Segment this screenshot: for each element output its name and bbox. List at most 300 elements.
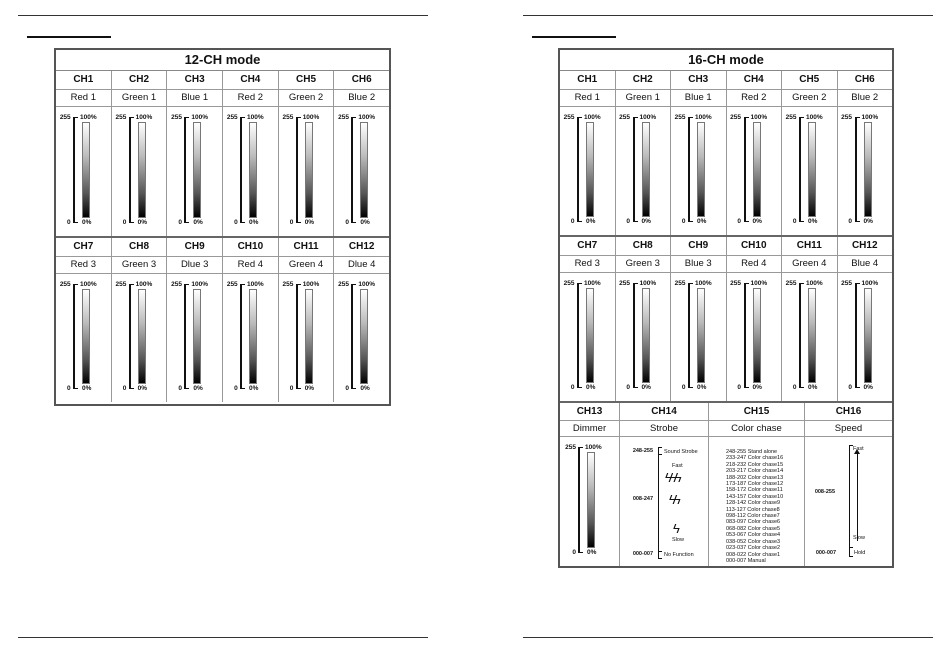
strobe-fast-label: Fast <box>672 463 683 469</box>
fader-gradient-bar <box>360 289 368 384</box>
color-label: Green 2 <box>279 90 335 106</box>
fader-gradient-bar <box>360 122 368 218</box>
channel-label: CH1 <box>56 71 112 89</box>
fader-tick-top <box>351 117 356 118</box>
fader-gradient-bar <box>642 288 650 383</box>
fader-gradient-bar <box>138 122 146 218</box>
fader-label-bottom-value: 0 <box>178 219 183 226</box>
channel-label: CH6 <box>351 74 372 85</box>
lightning-double-icon: ϟϟ <box>669 492 679 507</box>
top-rule-right <box>523 15 933 16</box>
strobe-bracket-top <box>658 447 662 455</box>
fader-gradient-bar <box>193 122 201 218</box>
fader-label-top-percent: 100% <box>302 114 320 121</box>
color-label: Blue 4 <box>851 258 879 269</box>
color-label: Red 2 <box>223 90 279 106</box>
color-label: Dlue 4 <box>347 259 376 270</box>
fader-gradient-bar <box>753 288 761 383</box>
channel-label: CH12 <box>851 240 878 251</box>
fader-gradient-bar <box>808 122 816 217</box>
fader-label-top-percent: 100% <box>750 280 768 287</box>
fader-label-bottom-value: 0 <box>345 385 350 392</box>
section-tab-left <box>27 36 111 38</box>
fader-gradient-bar <box>586 122 594 217</box>
fader-gradient-bar <box>642 122 650 217</box>
fader-label-top-value: 255 <box>841 280 852 287</box>
fader-label-top-percent: 100% <box>358 281 375 288</box>
fader-label-bottom-percent: 0% <box>697 384 707 391</box>
fader-tick-top <box>184 284 189 285</box>
fader-label-top-percent: 100% <box>639 280 657 287</box>
fader-label-top-value: 255 <box>841 114 852 121</box>
channel-label: CH8 <box>112 238 168 256</box>
function-label: Strobe <box>620 421 709 436</box>
channel-label: CH9 <box>167 238 223 256</box>
fader-tick-bottom <box>799 221 804 222</box>
speed-hold-range: 000-007 <box>815 550 836 556</box>
fader-axis <box>577 283 579 387</box>
fader-label-top-value: 255 <box>563 280 575 287</box>
fader-label-top-percent: 100% <box>247 281 264 288</box>
fader-axis <box>855 117 857 221</box>
fader-label-bottom-percent: 0% <box>641 218 651 225</box>
fader-label-bottom-value: 0 <box>234 385 238 392</box>
fader-scale <box>560 273 615 401</box>
channel-group-2 <box>56 238 389 402</box>
fader-label-top-percent: 100% <box>135 114 153 121</box>
fader-axis <box>799 283 801 387</box>
panel-16ch <box>558 48 894 568</box>
color-label: Dlue 3 <box>167 257 223 273</box>
fader-tick-bottom <box>129 222 134 223</box>
fader-scale <box>782 107 837 235</box>
fader-label-top-value: 255 <box>338 114 350 121</box>
fader-tick-bottom <box>351 388 356 389</box>
fader-label-bottom-value: 0 <box>792 384 797 391</box>
top-rule-left <box>18 15 428 16</box>
fader-axis <box>73 284 75 388</box>
fader-tick-top <box>73 117 78 118</box>
fader-label-bottom-percent: 0% <box>249 385 259 392</box>
fader-tick-bottom <box>240 222 245 223</box>
fader-scale <box>112 274 167 402</box>
fader-tick-top <box>855 117 860 118</box>
fader-label-top-percent: 100% <box>695 280 712 287</box>
fader-label-top-value: 255 <box>563 114 575 121</box>
channel-label: CH9 <box>671 237 727 255</box>
channel-label: CH15 <box>709 403 805 420</box>
fader-label-bottom-percent: 0% <box>586 218 596 225</box>
speed-diagram <box>805 437 892 566</box>
fader-gradient-bar <box>864 288 872 383</box>
fader-label-bottom-value: 0 <box>67 385 71 392</box>
channel-label: CH5 <box>279 71 335 89</box>
fader-label-bottom-percent: 0% <box>863 218 873 225</box>
fader-tick-bottom <box>799 387 804 388</box>
fader-scale <box>112 107 167 236</box>
channel-label: CH10 <box>223 238 279 256</box>
fader-axis <box>577 117 579 221</box>
fader-tick-top <box>688 283 693 284</box>
fader-axis <box>240 117 242 222</box>
fader-scale <box>223 107 278 236</box>
fader-axis <box>633 117 635 221</box>
fader-label-bottom-percent: 0% <box>808 384 818 391</box>
fader-tick-top <box>296 117 301 118</box>
color-chase-item: 188-202 Color chase13 <box>726 474 784 481</box>
fader-gradient-bar <box>697 122 705 217</box>
fader-label-top-percent: 100% <box>861 114 879 121</box>
fader-tick-bottom <box>688 221 693 222</box>
fader-label-bottom-value: 0 <box>289 219 294 226</box>
channel-label: CH14 <box>620 403 709 420</box>
fader-label-top-value: 255 <box>785 114 797 121</box>
speed-bracket-bottom <box>849 547 853 557</box>
fader-tick-top <box>855 283 860 284</box>
color-label: Blue 2 <box>851 92 879 103</box>
fader-scale <box>560 107 615 235</box>
fader-tick-bottom <box>855 221 860 222</box>
fader-label-bottom-value: 0 <box>792 218 797 225</box>
color-chase-item: 113-127 Color chase8 <box>726 506 780 513</box>
fader-label-bottom-percent: 0% <box>193 385 203 392</box>
fader-label-top-value: 255 <box>282 114 294 121</box>
fader-label-bottom-value: 0 <box>737 218 741 225</box>
fader-axis <box>184 284 186 388</box>
fader-label-bottom-percent: 0% <box>587 549 597 556</box>
fader-tick-bottom <box>577 387 582 388</box>
fader-label-bottom-percent: 0% <box>752 218 762 225</box>
speed-arrow-line <box>857 453 858 541</box>
fader-label-bottom-value: 0 <box>289 385 294 392</box>
fader-scale <box>334 107 389 236</box>
fader-tick-top <box>744 283 749 284</box>
fader-label-bottom-percent: 0% <box>193 219 203 226</box>
fader-label-top-percent: 100% <box>585 444 602 451</box>
fader-axis <box>744 283 746 387</box>
fader-label-top-percent: 100% <box>806 114 823 121</box>
fader-label-bottom-value: 0 <box>122 219 127 226</box>
fader-tick-bottom <box>184 388 189 389</box>
fader-gradient-bar <box>305 289 313 384</box>
fader-label-bottom-value: 0 <box>572 549 576 556</box>
channel-label: CH4 <box>223 71 279 89</box>
strobe-nofunc-label: No Function <box>664 552 694 558</box>
color-label: Red 3 <box>56 257 112 273</box>
fader-tick-bottom <box>688 387 693 388</box>
channel-label: CH5 <box>782 71 838 89</box>
fader-tick-bottom <box>577 221 582 222</box>
color-chase-item: 173-187 Color chase12 <box>726 481 784 488</box>
fader-label-bottom-value: 0 <box>848 218 852 225</box>
color-chase-item: 233-247 Color chase16 <box>726 455 784 462</box>
color-label: Green 2 <box>782 90 838 106</box>
channel-label: CH7 <box>56 238 112 256</box>
fader-scale <box>56 107 111 236</box>
fader-label-bottom-value: 0 <box>570 218 575 225</box>
fader-gradient-bar <box>82 122 90 218</box>
fader-label-bottom-percent: 0% <box>249 219 259 226</box>
fader-scale <box>671 273 726 401</box>
fader-label-top-percent: 100% <box>135 281 153 288</box>
color-chase-list <box>709 437 805 566</box>
color-label: Blue 1 <box>167 90 223 106</box>
color-chase-item: 008-022 Color chase1 <box>726 551 781 558</box>
fader-gradient-bar <box>753 122 761 217</box>
fader-scale <box>616 107 671 235</box>
channel-label: CH3 <box>671 71 727 89</box>
color-chase-item: 143-157 Color chase10 <box>726 493 784 500</box>
fader-label-top-percent: 100% <box>584 114 601 121</box>
channel-group-1 <box>560 71 892 237</box>
fader-tick-bottom <box>296 388 301 389</box>
bottom-rule-right <box>523 637 933 638</box>
channel-label: CH16 <box>835 406 862 417</box>
fader-label-top-percent: 100% <box>80 114 97 121</box>
channel-label: CH11 <box>279 238 335 256</box>
strobe-bracket-bottom <box>658 551 662 559</box>
fader-scale <box>838 107 893 235</box>
fader-tick-top <box>129 284 134 285</box>
fader-gradient-bar <box>808 288 816 383</box>
fader-label-top-percent: 100% <box>358 114 375 121</box>
color-chase-item: 158-172 Color chase11 <box>726 487 783 494</box>
color-chase-item: 038-052 Color chase3 <box>726 538 781 545</box>
fader-axis <box>855 283 857 387</box>
fader-label-bottom-percent: 0% <box>304 385 315 392</box>
fader-label-bottom-percent: 0% <box>360 219 370 226</box>
fader-tick-bottom <box>129 388 134 389</box>
color-label: Blue 2 <box>348 92 376 103</box>
lightning-triple-icon: ϟϟϟ <box>665 470 680 485</box>
fader-axis <box>633 283 635 387</box>
fader-label-top-value: 255 <box>282 281 294 288</box>
color-label: Blue 1 <box>671 90 727 106</box>
fader-label-top-value: 255 <box>59 114 71 121</box>
fader-label-bottom-value: 0 <box>178 385 183 392</box>
panel-title: 12-CH mode <box>56 50 389 71</box>
color-label: Green 4 <box>782 256 838 272</box>
fader-gradient-bar <box>864 122 872 217</box>
fader-label-top-value: 255 <box>619 280 630 287</box>
fader-scale <box>782 273 837 401</box>
color-label: Red 4 <box>223 257 279 273</box>
strobe-range-top: 248-255 <box>632 448 653 454</box>
fader-tick-bottom <box>744 221 749 222</box>
channel-label: CH2 <box>112 71 168 89</box>
channel-group-2 <box>560 237 892 403</box>
channel-label: CH7 <box>560 237 616 255</box>
fader-gradient-bar <box>305 122 313 218</box>
fader-tick-bottom <box>296 222 301 223</box>
fader-label-top-percent: 100% <box>80 281 97 288</box>
color-label: Red 1 <box>560 90 616 106</box>
color-chase-item: 000-007 Manual <box>726 557 766 564</box>
fader-label-top-percent: 100% <box>584 280 601 287</box>
fader-label-top-percent: 100% <box>191 281 208 288</box>
fader-axis <box>296 284 298 388</box>
color-label: Red 1 <box>56 90 112 106</box>
fader-tick-bottom <box>351 222 356 223</box>
fader-tick-top <box>296 284 301 285</box>
fader-tick-bottom <box>578 552 583 553</box>
fader-label-top-value: 255 <box>730 280 741 287</box>
fader-tick-top <box>129 117 134 118</box>
color-label: Green 3 <box>112 257 168 273</box>
fader-label-bottom-value: 0 <box>67 219 71 226</box>
fader-label-top-percent: 100% <box>695 114 712 121</box>
fader-axis <box>240 284 242 388</box>
channel-label: CH6 <box>854 74 875 85</box>
fader-axis <box>296 117 298 222</box>
fader-gradient-bar <box>249 122 257 218</box>
fader-label-bottom-value: 0 <box>122 385 127 392</box>
fader-gradient-bar <box>138 289 146 384</box>
fader-label-top-percent: 100% <box>806 280 823 287</box>
color-chase-item: 128-142 Color chase9 <box>726 500 781 507</box>
color-label: Red 4 <box>727 256 783 272</box>
lightning-single-icon: ϟ <box>673 521 678 536</box>
speed-fast-label: Fast <box>853 446 864 452</box>
fader-axis <box>129 284 131 388</box>
fader-label-bottom-value: 0 <box>626 218 630 225</box>
fader-label-top-value: 255 <box>338 281 350 288</box>
fader-tick-top <box>688 117 693 118</box>
fader-label-top-value: 255 <box>171 114 183 121</box>
fader-label-top-value: 255 <box>59 281 71 288</box>
channel-label: CH3 <box>167 71 223 89</box>
fader-label-bottom-percent: 0% <box>360 385 370 392</box>
channel-label: CH10 <box>727 237 783 255</box>
fader-tick-top <box>577 117 582 118</box>
channel-label: CH1 <box>560 71 616 89</box>
fader-scale <box>167 274 222 402</box>
fader-label-top-percent: 100% <box>750 114 768 121</box>
fader-label-top-value: 255 <box>674 280 686 287</box>
fader-tick-top <box>577 283 582 284</box>
color-chase-item: 203-217 Color chase14 <box>726 468 784 475</box>
fader-label-bottom-percent: 0% <box>863 384 873 391</box>
fader-label-top-value: 255 <box>674 114 686 121</box>
fader-label-bottom-percent: 0% <box>641 384 651 391</box>
fader-tick-bottom <box>633 221 638 222</box>
fader-scale <box>727 273 782 401</box>
fader-gradient-bar <box>587 452 595 548</box>
fader-scale <box>727 107 782 235</box>
color-chase-item: 083-097 Color chase6 <box>726 519 781 526</box>
channel-label: CH2 <box>616 71 672 89</box>
fader-label-bottom-value: 0 <box>681 384 686 391</box>
fader-gradient-bar <box>249 289 257 384</box>
fader-axis <box>688 283 690 387</box>
strobe-bracket <box>658 447 663 559</box>
section-tab-right <box>532 36 616 38</box>
strobe-slow-label: Slow <box>672 537 684 543</box>
fader-label-bottom-percent: 0% <box>586 384 596 391</box>
strobe-range-mid: 008-247 <box>632 496 653 502</box>
fader-scale <box>560 437 619 566</box>
fader-tick-bottom <box>744 387 749 388</box>
color-label: Red 2 <box>727 90 783 106</box>
channel-label: CH4 <box>727 71 783 89</box>
fader-axis <box>184 117 186 222</box>
fader-label-bottom-percent: 0% <box>137 385 148 392</box>
color-label: Green 4 <box>279 257 335 273</box>
fader-scale <box>334 274 389 402</box>
fader-tick-top <box>633 283 638 284</box>
fader-label-top-value: 255 <box>730 114 741 121</box>
color-label: Red 3 <box>560 256 616 272</box>
fader-label-bottom-percent: 0% <box>697 218 707 225</box>
fader-tick-top <box>799 283 804 284</box>
fader-label-bottom-percent: 0% <box>137 219 148 226</box>
fader-tick-bottom <box>240 388 245 389</box>
fader-label-bottom-value: 0 <box>234 219 238 226</box>
fader-tick-top <box>351 284 356 285</box>
fader-tick-bottom <box>633 387 638 388</box>
fader-axis <box>73 117 75 222</box>
fader-label-bottom-value: 0 <box>570 384 575 391</box>
fader-tick-top <box>633 117 638 118</box>
color-chase-item: 023-037 Color chase2 <box>726 545 781 552</box>
fader-label-top-percent: 100% <box>861 280 879 287</box>
color-label: Green 3 <box>616 256 672 272</box>
fader-tick-top <box>744 117 749 118</box>
fader-scale <box>838 273 893 401</box>
fader-label-top-value: 255 <box>171 281 183 288</box>
fader-tick-bottom <box>184 222 189 223</box>
fader-label-top-percent: 100% <box>302 281 320 288</box>
strobe-sound-label: Sound Strobe <box>664 449 698 455</box>
fader-tick-top <box>240 284 245 285</box>
function-label: Color chase <box>709 421 805 436</box>
fader-tick-bottom <box>73 388 78 389</box>
fader-label-top-percent: 100% <box>247 114 264 121</box>
fader-axis <box>129 117 131 222</box>
fader-axis <box>351 284 353 388</box>
bottom-rule-left <box>18 637 428 638</box>
function-label: Speed <box>834 423 863 434</box>
fader-scale <box>616 273 671 401</box>
fader-label-top-value: 255 <box>785 280 797 287</box>
fader-tick-bottom <box>855 387 860 388</box>
fader-label-top-value: 255 <box>115 281 127 288</box>
speed-slow-label: Slow <box>853 535 865 541</box>
channel-label: CH12 <box>348 241 375 252</box>
color-label: Green 1 <box>616 90 672 106</box>
fader-label-bottom-percent: 0% <box>808 218 818 225</box>
fader-axis <box>688 117 690 221</box>
fader-scale <box>223 274 278 402</box>
fader-label-bottom-value: 0 <box>681 218 686 225</box>
speed-range: 008-255 <box>814 489 835 495</box>
fader-tick-top <box>799 117 804 118</box>
fader-label-bottom-percent: 0% <box>752 384 762 391</box>
fader-label-top-value: 255 <box>565 444 576 451</box>
fader-label-top-percent: 100% <box>639 114 657 121</box>
function-label: Dimmer <box>560 421 620 436</box>
speed-hold-label: Hold <box>854 550 866 556</box>
channel-label: CH8 <box>616 237 672 255</box>
channel-label: CH13 <box>560 403 620 420</box>
fader-gradient-bar <box>193 289 201 384</box>
fader-label-top-value: 255 <box>226 281 238 288</box>
fader-scale <box>167 107 222 236</box>
fader-scale <box>56 274 111 402</box>
channel-group-1 <box>56 71 389 238</box>
color-chase-item: 098-112 Color chase7 <box>726 513 780 520</box>
fader-tick-top <box>240 117 245 118</box>
